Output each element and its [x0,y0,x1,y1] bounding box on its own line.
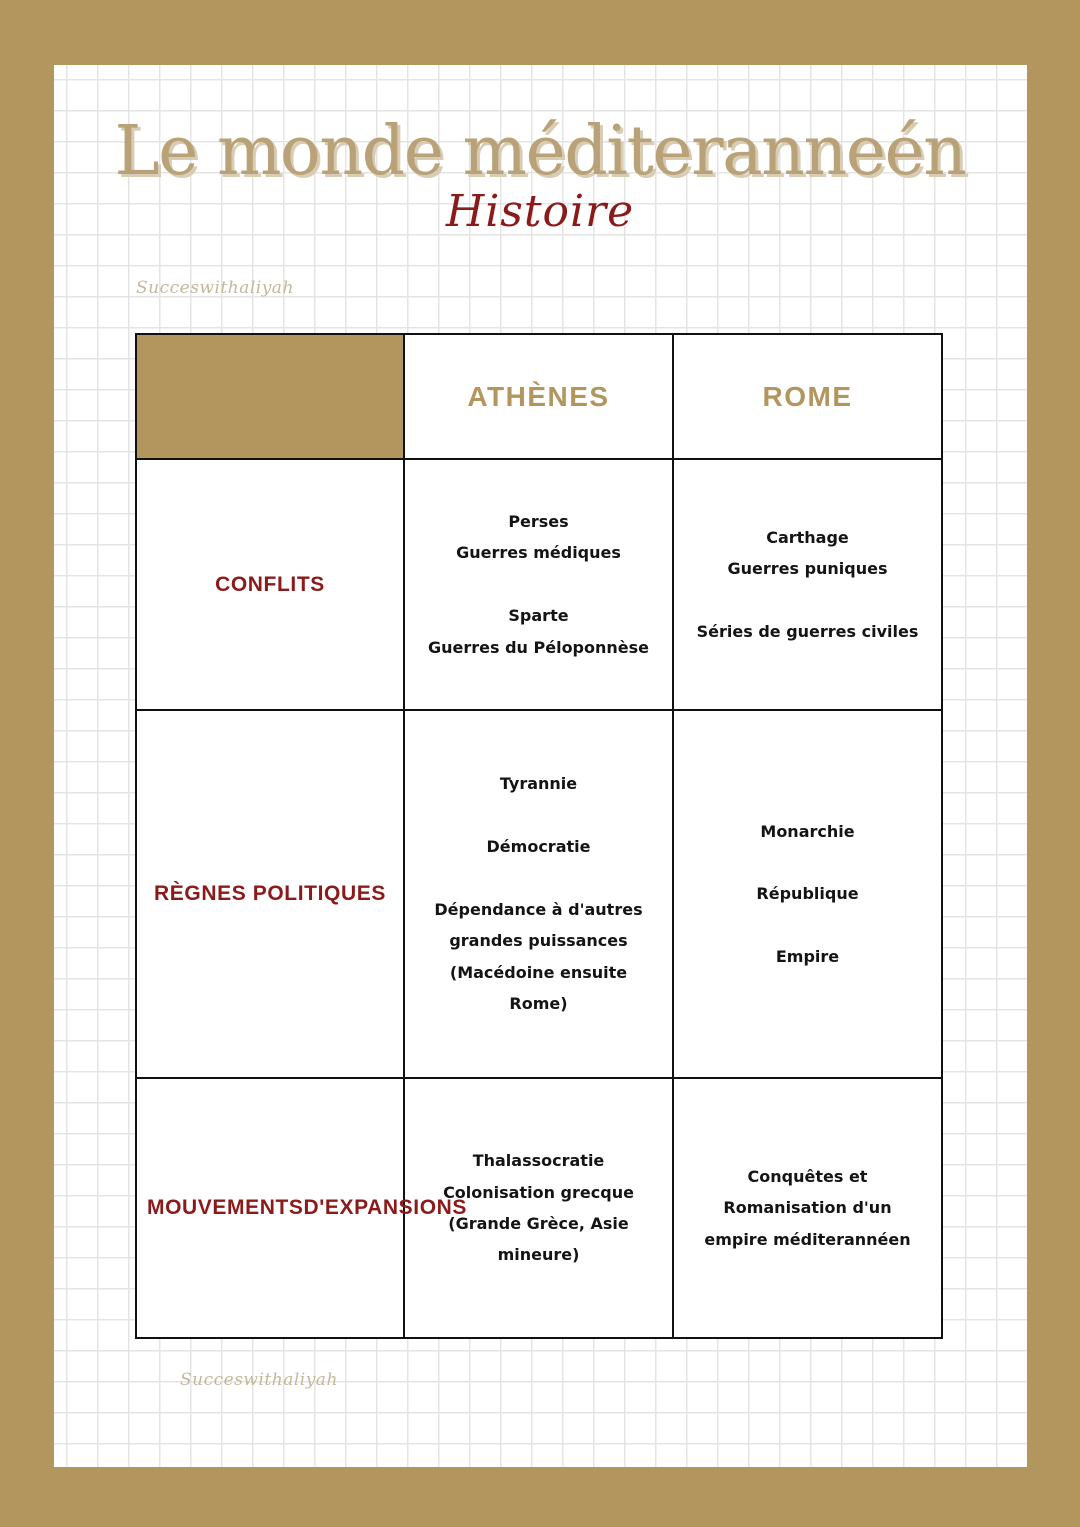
text-line: RÈGNES POLITIQUES [154,882,386,905]
text-line: Guerres médiques [456,543,621,563]
text-line: (Macédoine ensuite [449,962,628,982]
text-line: Guerres puniques [727,559,888,579]
watermark-top: Succeswithaliyah [136,278,294,298]
text-line: Démocratie [486,837,591,857]
cell-conflits-athenes [404,459,673,710]
watermark-bottom: Succeswithaliyah [180,1370,338,1390]
table-header-row [136,334,942,459]
text-line: Séries de guerres civiles [696,621,919,641]
cell-expansions-rome [673,1078,942,1338]
text-line [684,910,931,941]
cell-regnes-rome [673,710,942,1078]
text-line [415,800,662,831]
corner-cell [136,334,404,459]
cell-conflits-rome [673,459,942,710]
text-line: Sparte [508,606,569,626]
column-header-rome: ROME [673,334,942,459]
text-line [415,569,662,600]
text-line: Monarchie [760,821,855,841]
text-line: Rome) [509,994,568,1014]
text-line [684,585,931,616]
text-line: Colonisation grecque [443,1182,634,1202]
table-row-conflits [136,459,942,710]
text-line: mineure) [497,1245,580,1265]
column-header-athenes: ATHÈNES [404,334,673,459]
text-line: empire méditerannéen [704,1229,911,1249]
text-line: République [756,884,859,904]
text-line: grandes puissances [449,931,628,951]
page-title: Le monde méditeranneén [114,112,966,191]
text-line: Perses [508,511,569,531]
table-row-expansions [136,1078,942,1338]
table-row-regnes [136,710,942,1078]
page-subtitle: Histoire [445,186,635,237]
text-line: (Grande Grèce, Asie [448,1214,629,1233]
text-line: Dépendance à d'autres [434,899,643,919]
row-header-mouvements-expansions [136,1078,468,1338]
text-line: Conquêtes et [747,1166,868,1186]
text-line: Romanisation d'un [723,1198,892,1218]
text-line [684,847,931,878]
text-line: MOUVEMENTS [147,1196,304,1219]
text-line: Thalassocratie [472,1151,605,1171]
text-line [415,863,662,894]
text-line: CONFLITS [215,572,325,596]
text-line: Tyrannie [499,774,578,794]
text-line: D'EXPANSIONS [303,1196,468,1219]
text-line: Empire [775,947,840,967]
text-line: Carthage [766,527,849,547]
row-header-regnes-politiques [136,710,404,1078]
comparison-table [135,333,943,1339]
cell-regnes-athenes [404,710,673,1078]
text-line: Guerres du Péloponnèse [427,637,650,657]
row-header-conflits [136,459,404,710]
